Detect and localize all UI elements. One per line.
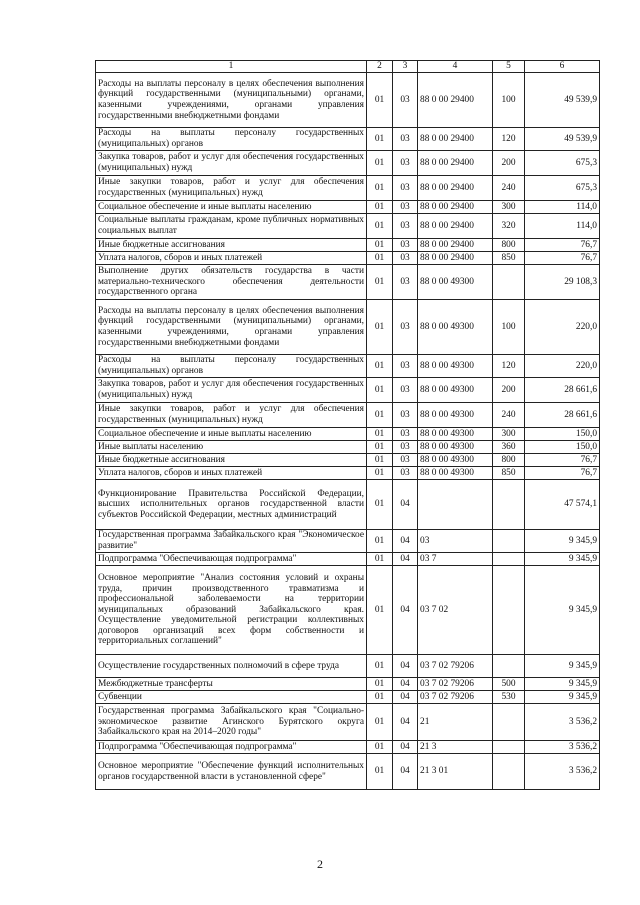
row-expense-type: 530 [493,691,525,704]
row-amount: 220,0 [525,355,600,378]
row-section: 01 [367,403,393,428]
row-target-article: 88 0 00 29400 [418,151,493,176]
table-row [96,378,600,403]
row-name: Субвенции [96,691,367,704]
table-row [96,252,600,265]
row-target-article: 88 0 00 49300 [418,467,493,480]
row-target-article: 88 0 00 29400 [418,201,493,214]
row-expense-type: 850 [493,467,525,480]
row-name: Социальное обеспечение и иные выплаты населению [96,201,367,214]
row-target-article: 88 0 00 49300 [418,428,493,441]
row-section: 01 [367,428,393,441]
header-col-5: 5 [493,61,525,73]
row-expense-type: 200 [493,151,525,176]
row-amount: 49 539,9 [525,128,600,151]
table-row [96,454,600,467]
row-amount: 76,7 [525,467,600,480]
header-col-6: 6 [525,61,600,73]
table-row [96,655,600,678]
row-name: Уплата налогов, сборов и иных платежей [96,467,367,480]
row-expense-type: 360 [493,441,525,454]
row-amount: 9 345,9 [525,566,600,655]
row-section: 01 [367,378,393,403]
row-section: 01 [367,214,393,239]
row-target-article: 03 7 02 [418,566,493,655]
row-amount: 76,7 [525,454,600,467]
row-subsection: 03 [393,214,418,239]
row-expense-type [493,553,525,566]
row-target-article: 21 [418,704,493,741]
table-row [96,128,600,151]
row-target-article: 88 0 00 29400 [418,214,493,239]
row-name: Закупка товаров, работ и услуг для обеспечения государственных (муниципальных) нужд [96,378,367,403]
row-expense-type: 300 [493,428,525,441]
row-target-article: 21 3 [418,741,493,754]
row-amount: 114,0 [525,214,600,239]
row-target-article: 88 0 00 29400 [418,73,493,128]
row-expense-type: 850 [493,252,525,265]
row-name: Выполнение других обязательств государства в части материально-технического обеспечения деятельности государственного органа [96,265,367,300]
row-section: 01 [367,355,393,378]
row-section: 01 [367,754,393,790]
row-section: 01 [367,128,393,151]
row-subsection: 03 [393,467,418,480]
row-expense-type: 100 [493,73,525,128]
row-expense-type [493,754,525,790]
row-target-article: 88 0 00 29400 [418,176,493,201]
row-amount: 9 345,9 [525,553,600,566]
row-expense-type: 800 [493,239,525,252]
row-subsection: 03 [393,454,418,467]
table-row [96,480,600,530]
row-section: 01 [367,655,393,678]
page-number: 2 [317,857,323,871]
row-amount: 114,0 [525,201,600,214]
row-section: 01 [367,480,393,530]
row-amount: 28 661,6 [525,403,600,428]
row-target-article: 88 0 00 29400 [418,252,493,265]
row-expense-type: 240 [493,403,525,428]
row-expense-type: 500 [493,678,525,691]
row-subsection: 04 [393,530,418,553]
row-expense-type [493,741,525,754]
row-section: 01 [367,467,393,480]
row-name: Межбюджетные трансферты [96,678,367,691]
row-amount: 675,3 [525,151,600,176]
row-name: Уплата налогов, сборов и иных платежей [96,252,367,265]
row-amount: 76,7 [525,252,600,265]
row-target-article [418,480,493,530]
row-amount: 9 345,9 [525,678,600,691]
row-amount: 3 536,2 [525,704,600,741]
row-section: 01 [367,73,393,128]
table-row [96,151,600,176]
row-amount: 675,3 [525,176,600,201]
row-amount: 3 536,2 [525,741,600,754]
table-row [96,566,600,655]
row-subsection: 03 [393,176,418,201]
row-subsection: 04 [393,741,418,754]
table-row [96,754,600,790]
row-expense-type: 300 [493,201,525,214]
row-target-article: 03 7 02 79206 [418,678,493,691]
header-col-3: 3 [393,61,418,73]
row-name: Основное мероприятие "Обеспечение функций исполнительных органов государственной власти в установленной сфере" [96,754,367,790]
row-target-article: 88 0 00 49300 [418,300,493,355]
row-subsection: 04 [393,704,418,741]
row-target-article: 88 0 00 29400 [418,128,493,151]
table-row [96,300,600,355]
row-subsection: 03 [393,355,418,378]
row-section: 01 [367,201,393,214]
row-section: 01 [367,239,393,252]
row-section: 01 [367,530,393,553]
row-amount: 28 661,6 [525,378,600,403]
header-col-1: 1 [96,61,367,73]
row-section: 01 [367,252,393,265]
table-row [96,691,600,704]
row-name: Иные выплаты населению [96,441,367,454]
row-section: 01 [367,441,393,454]
row-target-article: 88 0 00 49300 [418,378,493,403]
row-subsection: 04 [393,655,418,678]
row-name: Подпрограмма "Обеспечивающая подпрограмма" [96,741,367,754]
row-amount: 9 345,9 [525,691,600,704]
row-subsection: 04 [393,754,418,790]
row-name: Расходы на выплаты персоналу в целях обеспечения выполнения функций государственными (муниципальными) органами, казенными учреждениями, органами управления государственными внебюджетными фондами [96,73,367,128]
row-name: Иные закупки товаров, работ и услуг для обеспечения государственных (муниципальных) нужд [96,176,367,201]
table-row [96,553,600,566]
row-amount: 220,0 [525,300,600,355]
row-name: Социальные выплаты гражданам, кроме публичных нормативных социальных выплат [96,214,367,239]
row-expense-type: 320 [493,214,525,239]
table-row [96,355,600,378]
row-amount: 3 536,2 [525,754,600,790]
row-section: 01 [367,566,393,655]
row-expense-type [493,530,525,553]
row-subsection: 03 [393,73,418,128]
row-subsection: 04 [393,566,418,655]
row-subsection: 03 [393,428,418,441]
row-name: Иные закупки товаров, работ и услуг для обеспечения государственных (муниципальных) нужд [96,403,367,428]
row-target-article: 03 7 02 79206 [418,655,493,678]
table-row [96,741,600,754]
row-section: 01 [367,678,393,691]
row-name: Государственная программа Забайкальского края "Экономическое развитие" [96,530,367,553]
row-name: Расходы на выплаты персоналу в целях обеспечения выполнения функций государственными (муниципальными) органами, казенными учреждениями, органами управления государственными внебюджетными фондами [96,300,367,355]
row-expense-type [493,655,525,678]
row-amount: 76,7 [525,239,600,252]
row-expense-type: 120 [493,355,525,378]
row-name: Расходы на выплаты персоналу государственных (муниципальных) органов [96,128,367,151]
row-subsection: 04 [393,678,418,691]
table-row [96,201,600,214]
row-expense-type [493,704,525,741]
table-row [96,73,600,128]
header-col-4: 4 [418,61,493,73]
row-name: Расходы на выплаты персоналу государственных (муниципальных) органов [96,355,367,378]
row-name: Социальное обеспечение и иные выплаты населению [96,428,367,441]
row-subsection: 03 [393,252,418,265]
row-amount: 49 539,9 [525,73,600,128]
row-amount: 150,0 [525,428,600,441]
row-section: 01 [367,741,393,754]
row-expense-type: 240 [493,176,525,201]
row-target-article: 88 0 00 49300 [418,355,493,378]
row-target-article: 03 [418,530,493,553]
row-name: Иные бюджетные ассигнования [96,239,367,252]
row-expense-type: 800 [493,454,525,467]
row-target-article: 21 3 01 [418,754,493,790]
row-name: Закупка товаров, работ и услуг для обеспечения государственных (муниципальных) нужд [96,151,367,176]
row-section: 01 [367,704,393,741]
row-subsection: 03 [393,265,418,300]
row-section: 01 [367,265,393,300]
row-amount: 9 345,9 [525,655,600,678]
row-subsection: 04 [393,480,418,530]
row-expense-type [493,566,525,655]
row-target-article: 88 0 00 49300 [418,403,493,428]
table-header-row [96,61,600,73]
row-subsection: 03 [393,441,418,454]
row-expense-type: 100 [493,300,525,355]
row-target-article: 03 7 02 79206 [418,691,493,704]
row-name: Иные бюджетные ассигнования [96,454,367,467]
row-subsection: 04 [393,553,418,566]
budget-table [95,60,600,790]
row-subsection: 03 [393,378,418,403]
row-name: Осуществление государственных полномочий в сфере труда [96,655,367,678]
row-subsection: 03 [393,201,418,214]
row-section: 01 [367,691,393,704]
row-subsection: 03 [393,239,418,252]
row-subsection: 03 [393,128,418,151]
row-subsection: 03 [393,300,418,355]
row-target-article: 88 0 00 29400 [418,239,493,252]
row-amount: 47 574,1 [525,480,600,530]
row-amount: 9 345,9 [525,530,600,553]
row-section: 01 [367,454,393,467]
table-row [96,530,600,553]
table-row [96,704,600,741]
row-expense-type: 200 [493,378,525,403]
table-row [96,428,600,441]
row-target-article: 88 0 00 49300 [418,441,493,454]
table-row [96,214,600,239]
row-amount: 150,0 [525,441,600,454]
row-section: 01 [367,151,393,176]
row-name: Государственная программа Забайкальского края "Социально-экономическое развитие Агинского Бурятского округа Забайкальского края на 2014–2020 годы" [96,704,367,741]
row-name: Основное мероприятие "Анализ состояния условий и охраны труда, причин производственного травматизма и профессиональной заболеваемости на территории муниципальных образований Забайкальского края. Осуществление уведомительной регистрации коллективных договоров организаций всех форм собственности и территориальных соглашений" [96,566,367,655]
row-subsection: 03 [393,151,418,176]
row-target-article: 88 0 00 49300 [418,265,493,300]
table-row [96,678,600,691]
header-col-2: 2 [367,61,393,73]
row-expense-type [493,480,525,530]
row-section: 01 [367,300,393,355]
table-row [96,176,600,201]
row-amount: 29 108,3 [525,265,600,300]
row-section: 01 [367,553,393,566]
table-row [96,239,600,252]
row-name: Подпрограмма "Обеспечивающая подпрограмма" [96,553,367,566]
table-row [96,441,600,454]
table-row [96,467,600,480]
row-section: 01 [367,176,393,201]
row-expense-type: 120 [493,128,525,151]
table-row [96,403,600,428]
row-name: Функционирование Правительства Российской Федерации, высших исполнительных органов государственной власти субъектов Российской Федерации, местных администраций [96,480,367,530]
row-target-article: 88 0 00 49300 [418,454,493,467]
table-row [96,265,600,300]
row-target-article: 03 7 [418,553,493,566]
row-subsection: 03 [393,403,418,428]
row-subsection: 04 [393,691,418,704]
row-expense-type [493,265,525,300]
